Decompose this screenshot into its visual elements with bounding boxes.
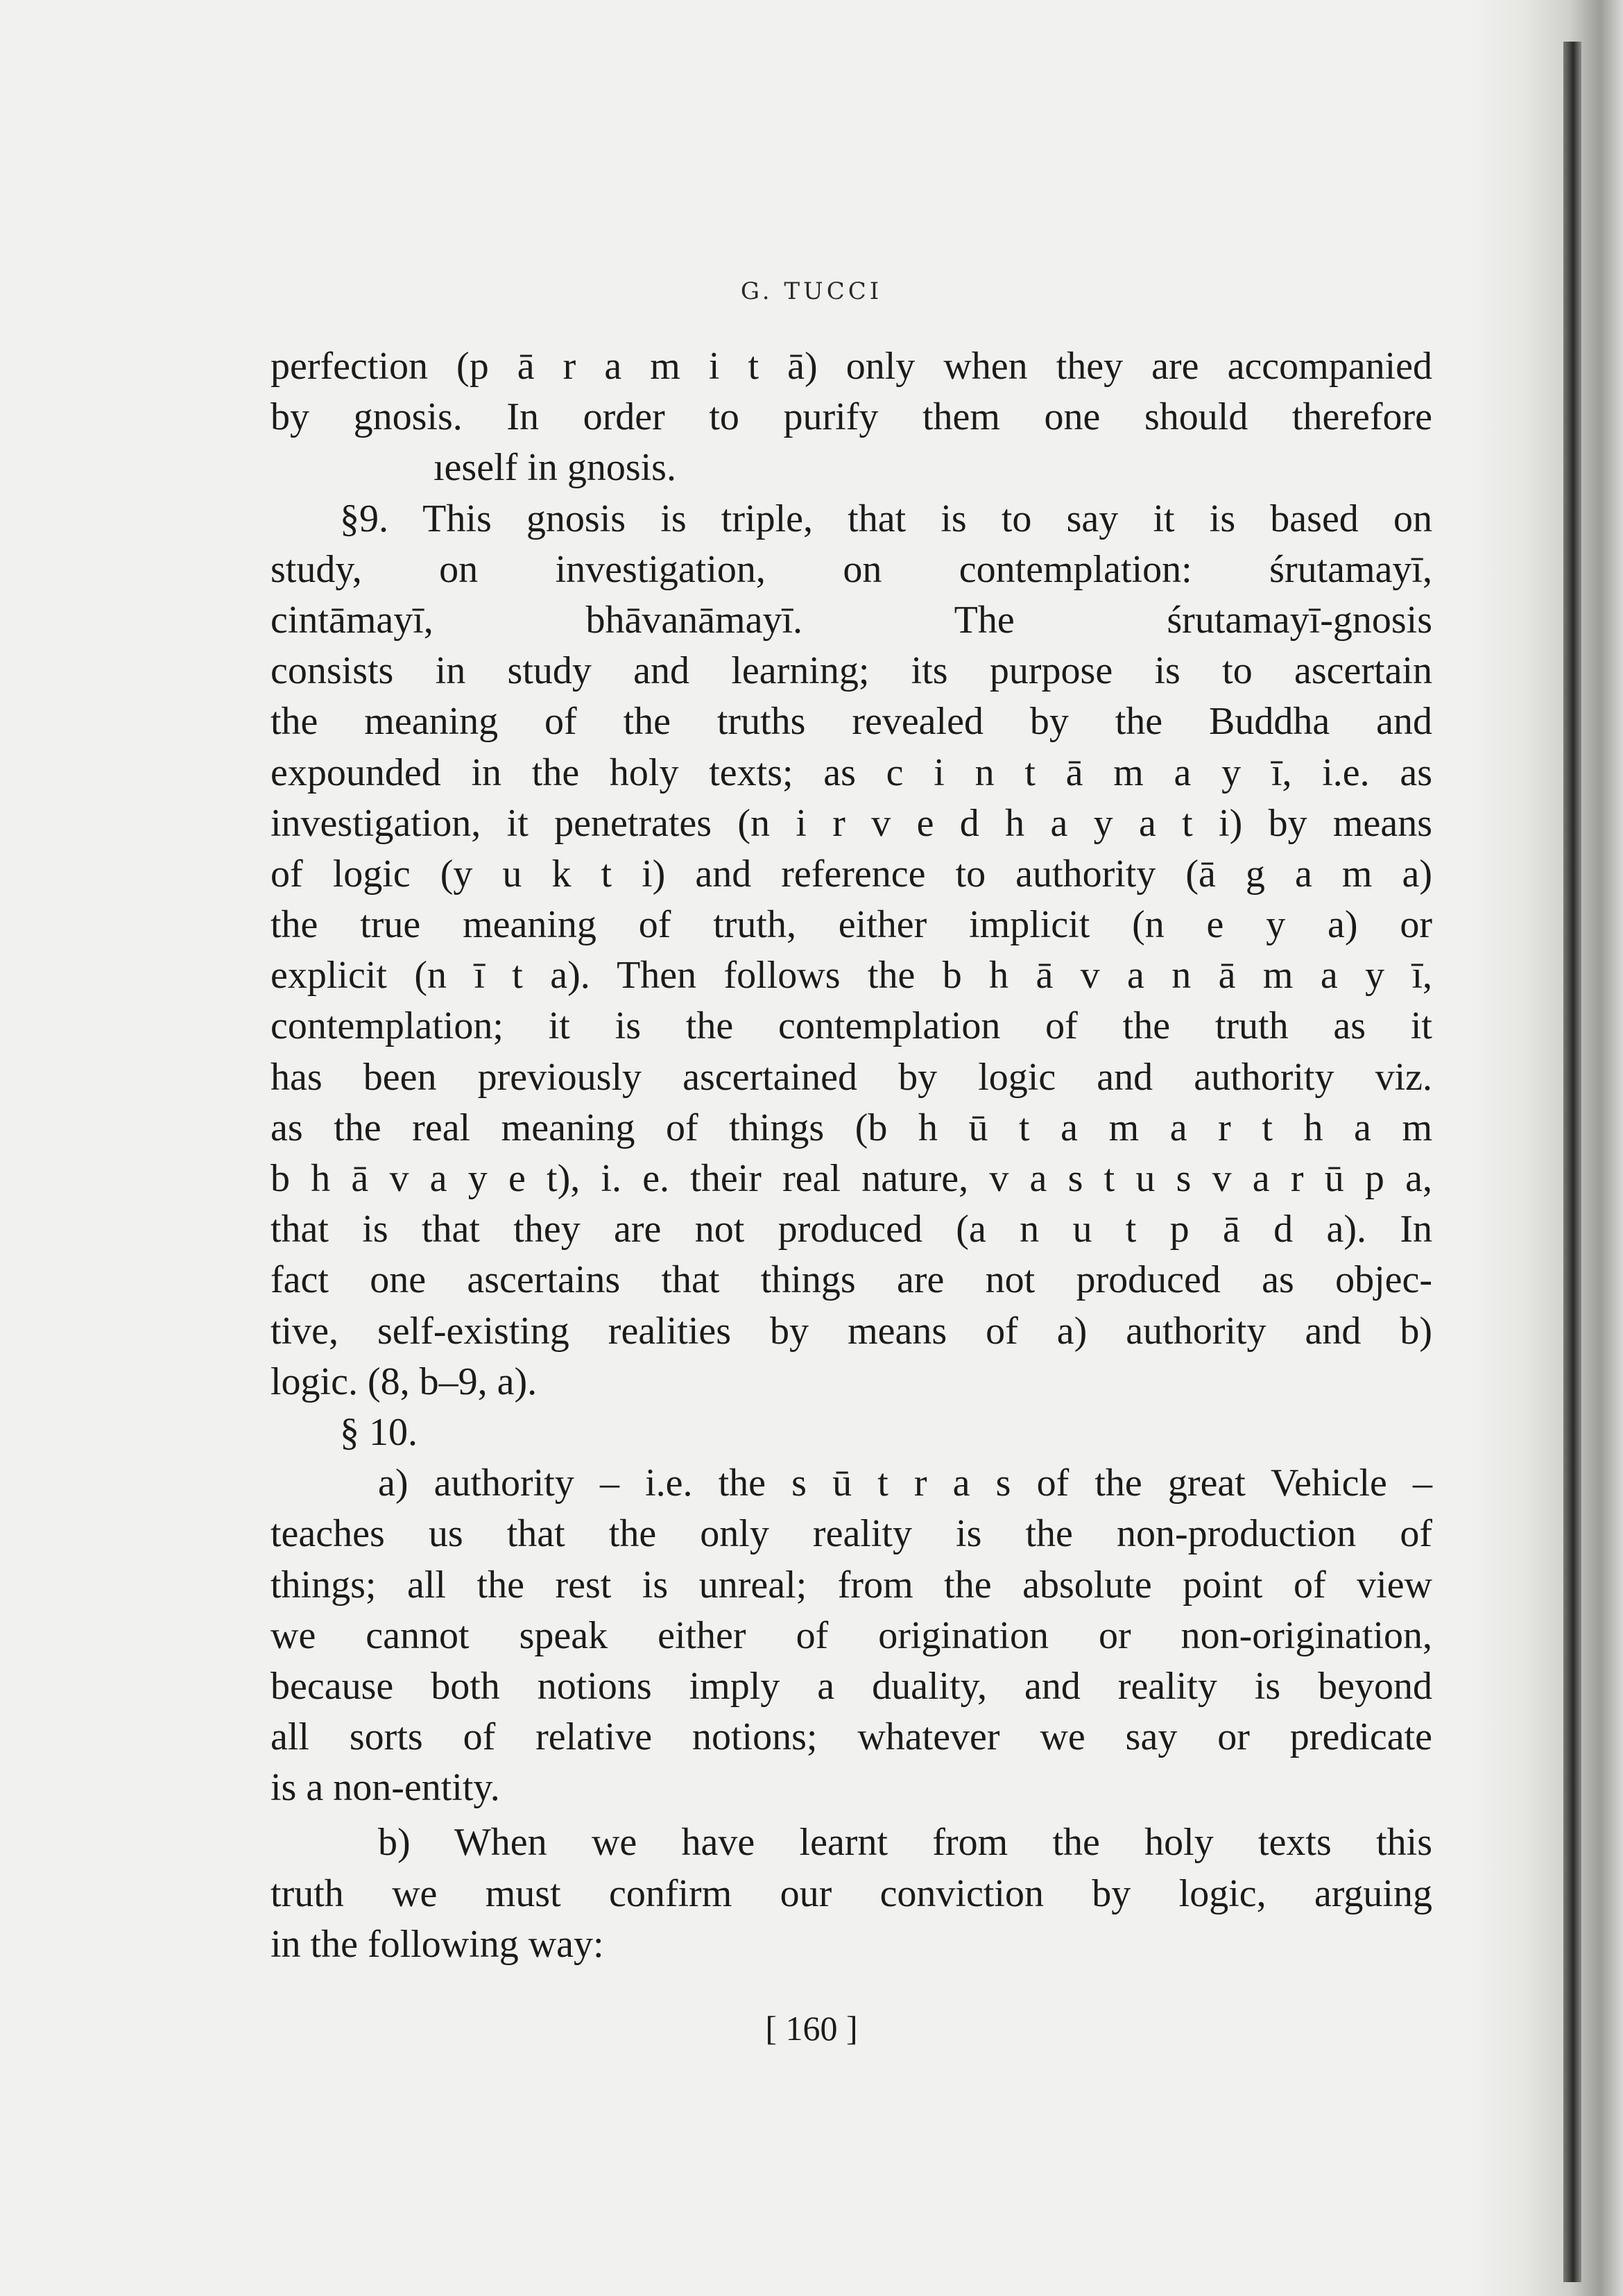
text-line: ıeself in gnosis. [433,446,676,490]
book-gutter-shadow [1470,0,1623,2296]
text-line: contemplation; it is the contemplation of the truth as it [270,1004,1432,1048]
text-line: study, on investigation, on contemplation: śrutamayī, [270,547,1432,591]
text-line: truth we must confirm our conviction by logic, arguing [270,1871,1432,1915]
text-line: because both notions imply a duality, and reality is beyond [270,1664,1432,1708]
text-line: that is that they are not produced (a n u t p ā d a). In [270,1208,1432,1251]
text-line: the meaning of the truths revealed by the Buddha and [270,700,1432,744]
text-line: perfection (p ā r a m i t ā) only when they are accompanied [270,345,1432,388]
text-line: investigation, it penetrates (n i r v e d h a y a t i) by means [270,801,1432,845]
text-line: we cannot speak either of origination or non-origination, [270,1613,1432,1657]
text-line: expounded in the holy texts; as c i n t ā m a y ī, i.e. as [270,751,1432,794]
text-line: fact one ascertains that things are not produced as objec- [270,1258,1432,1302]
text-line: b h ā v a y e t), i. e. their real nature, v a s t u s v a r ū p a, [270,1157,1432,1200]
running-head: G. TUCCI [740,277,883,305]
page-number: [ 160 ] [765,2009,858,2048]
text-line: has been previously ascertained by logic and authority viz. [270,1055,1432,1099]
text-line: explicit (n ī t a). Then follows the b h ā v a n ā m a y ī, [270,954,1432,997]
text-line: as the real meaning of things (b h ū t a m a r t h a m [270,1106,1432,1149]
paragraph-start: a) authority – i.e. the s ū t r a s of the great Vehicle – [378,1462,1432,1505]
text-line: logic. (8, b–9, a). [270,1360,538,1403]
text-line: tive, self-existing realities by means of a) authority and b) [270,1309,1432,1353]
text-line: teaches us that the only reality is the non-production of [270,1512,1432,1556]
text-line: things; all the rest is unreal; from the absolute point of view [270,1563,1432,1607]
text-line: all sorts of relative notions; whatever we say or predicate [270,1715,1432,1759]
paragraph-start: §9. This gnosis is triple, that is to say it is based on [340,497,1432,540]
text-line: the true meaning of truth, either implicit (n e y a) or [270,903,1432,947]
text-line: consists in study and learning; its purpose is to ascertain [270,649,1432,693]
text-line: cintāmayī, bhāvanāmayī. The śrutamayī-gnosis [270,598,1432,642]
section-heading: § 10. [340,1410,418,1454]
text-line: in the following way: [270,1922,604,1966]
paragraph-start: b) When we have learnt from the holy texts this [378,1821,1432,1865]
gutter-binding-edge [1563,42,1581,2282]
text-line: by gnosis. In order to purify them one should therefore [270,395,1432,439]
text-line: of logic (y u k t i) and reference to authority (ā g a m a) [270,852,1432,896]
text-line: is a non-entity. [270,1766,500,1810]
body-text [270,341,1432,1970]
